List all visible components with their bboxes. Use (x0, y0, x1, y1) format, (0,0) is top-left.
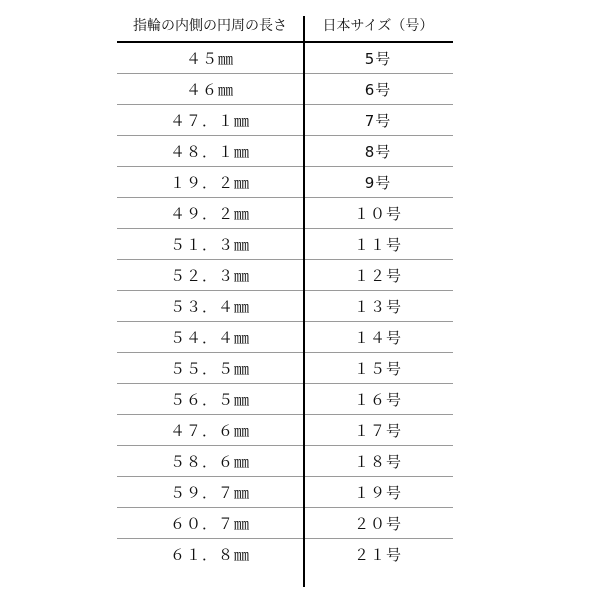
japan-size-cell: 5号 (364, 49, 392, 68)
circumference-cell: ４９．２㎜ (169, 204, 250, 223)
japan-size-cell: 6号 (364, 80, 392, 99)
table-row (117, 446, 453, 477)
japan-size-cell: 7号 (364, 111, 392, 130)
table-row (117, 384, 453, 415)
circumference-cell: ４７．６㎜ (169, 421, 250, 440)
column-divider (303, 16, 305, 587)
japan-size-cell: １８号 (353, 452, 402, 471)
table-body (117, 43, 453, 570)
circumference-cell: ６０．７㎜ (169, 514, 250, 533)
circumference-cell: ５９．７㎜ (169, 483, 250, 502)
japan-size-cell: １９号 (353, 483, 402, 502)
table-row (117, 353, 453, 384)
circumference-cell: １９．２㎜ (169, 173, 250, 192)
japan-size-cell: ２１号 (353, 546, 402, 564)
circumference-cell: ５３．４㎜ (169, 297, 250, 316)
japan-size-cell: １７号 (353, 421, 402, 440)
circumference-cell: ５５．５㎜ (169, 359, 250, 378)
table-row (117, 136, 453, 167)
circumference-cell: ６１．８㎜ (169, 546, 250, 564)
japan-size-cell: １４号 (353, 328, 402, 347)
table-row (117, 43, 453, 74)
circumference-cell: ５４．４㎜ (169, 328, 250, 347)
japan-size-cell: １６号 (353, 390, 402, 409)
circumference-cell: ５１．３㎜ (169, 235, 250, 254)
circumference-cell: ４８．１㎜ (169, 142, 250, 161)
table-row (117, 477, 453, 508)
japan-size-cell: １３号 (353, 297, 402, 316)
table-row (117, 74, 453, 105)
table-row (117, 322, 453, 353)
table-row (117, 291, 453, 322)
japan-size-cell: １５号 (353, 359, 402, 378)
header-japan-size: 日本サイズ（号） (322, 18, 434, 34)
japan-size-cell: １１号 (353, 235, 402, 254)
header-circumference: 指輪の内側の円周の長さ (133, 18, 287, 34)
table-row (117, 167, 453, 198)
japan-size-cell: １２号 (353, 266, 402, 285)
ring-size-table (117, 9, 453, 570)
table-row (117, 198, 453, 229)
circumference-cell: ４５㎜ (185, 49, 234, 68)
japan-size-cell: 9号 (364, 173, 392, 192)
table-row (117, 508, 453, 539)
table-row (117, 260, 453, 291)
table-row (117, 105, 453, 136)
table-row (117, 229, 453, 260)
table-row (117, 539, 453, 570)
table-header-row (117, 9, 453, 43)
table-row (117, 415, 453, 446)
circumference-cell: ４７．１㎜ (169, 111, 250, 130)
circumference-cell: ５２．３㎜ (169, 266, 250, 285)
japan-size-cell: １０号 (353, 204, 402, 223)
circumference-cell: ５８．６㎜ (169, 452, 250, 471)
circumference-cell: ５６．５㎜ (169, 390, 250, 409)
circumference-cell: ４６㎜ (185, 80, 234, 99)
japan-size-cell: 8号 (364, 142, 392, 161)
japan-size-cell: ２０号 (353, 514, 402, 533)
